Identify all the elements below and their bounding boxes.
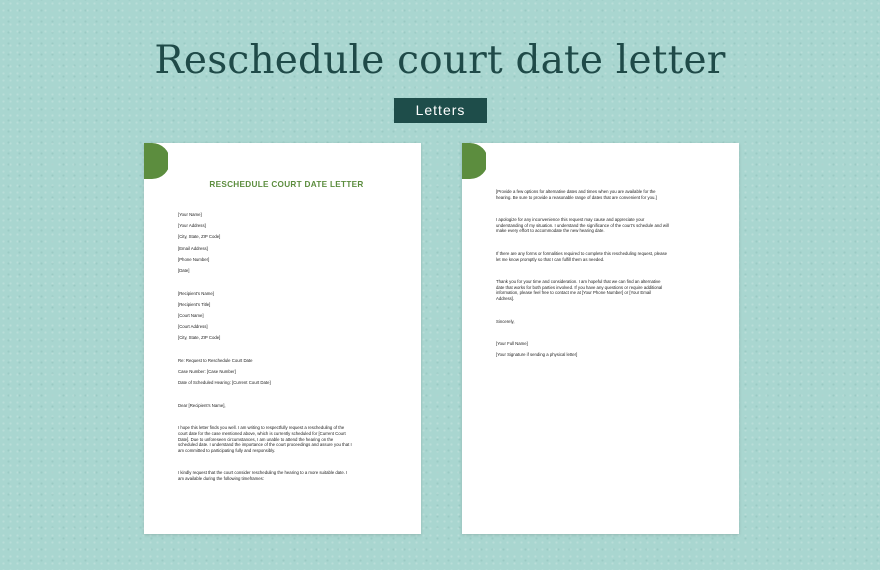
paragraph-line: am available during the following timeframes: bbox=[178, 476, 264, 481]
paragraph-line: Thank you for your time and consideration. I am hopeful that we can find an alternative bbox=[496, 279, 661, 285]
recipient-line: [Court Name] bbox=[178, 312, 204, 318]
reference-line: Re: Request to Reschedule Court Date bbox=[178, 357, 253, 363]
recipient-line: [City, State, ZIP Code] bbox=[178, 335, 221, 341]
sender-line: [City, State, ZIP Code] bbox=[178, 234, 221, 240]
salutation: Dear [Recipient's Name], bbox=[178, 402, 226, 408]
paragraph-line: I apologize for any inconvenience this request may cause and appreciate your bbox=[496, 217, 645, 223]
paragraph-line: I hope this letter finds you well. I am writing to respectfully request a rescheduling of the bbox=[178, 425, 345, 431]
paragraph-line: understanding of my situation. I understand the significance of the court's schedule and will bbox=[496, 222, 669, 228]
paragraph bbox=[496, 279, 716, 301]
paragraph bbox=[496, 189, 716, 200]
paragraph bbox=[496, 251, 716, 262]
paragraph-line: information, please feel free to contact me at [Your Phone Number] or [Your Email bbox=[496, 290, 652, 296]
reference-line: Case Number: [Case Number] bbox=[178, 369, 236, 375]
paragraph-line: date that works for both parties involved. If you have any questions or require additional bbox=[496, 284, 663, 290]
paragraph bbox=[178, 470, 396, 481]
letter-page-1 bbox=[144, 143, 421, 534]
paragraph-line: hearing. Be sure to provide a reasonable range of dates that are convenient for you.] bbox=[496, 194, 657, 200]
sender-line: [Phone Number] bbox=[178, 256, 210, 262]
paragraph-line: scheduled date. I understand the importance of the court proceedings and assure you that I bbox=[178, 442, 352, 448]
recipient-line: [Recipient's Name] bbox=[178, 290, 214, 296]
signature-line: [Your Signature if sending a physical letter] bbox=[496, 352, 578, 358]
letter-body-2 bbox=[496, 189, 716, 358]
sender-line: [Email Address] bbox=[178, 245, 208, 251]
recipient-line: [Recipient's Title] bbox=[178, 301, 211, 307]
category-badge[interactable]: Letters bbox=[394, 98, 487, 123]
paragraph-line: let me know promptly so that I can fulfill them as needed. bbox=[496, 256, 605, 262]
page-title: Reschedule court date letter bbox=[154, 38, 726, 83]
paragraph-line: [Provide a few options for alternative dates and times when you are available for the bbox=[496, 189, 656, 194]
recipient-line: [Court Address] bbox=[178, 324, 208, 330]
reference-line: Date of Scheduled Hearing: [Current Court Date] bbox=[178, 380, 271, 386]
paragraph-line: If there are any forms or formalities required to complete this rescheduling request, please bbox=[496, 250, 668, 256]
sender-line: [Your Name] bbox=[178, 212, 202, 217]
corner-leaf-icon bbox=[144, 143, 168, 179]
paragraph-line: Address]. bbox=[496, 295, 515, 301]
paragraph-line: Date]. Due to unforeseen circumstances, I am unable to attend the hearing on the bbox=[178, 436, 334, 442]
paragraph bbox=[496, 217, 716, 234]
corner-leaf-icon bbox=[462, 143, 486, 179]
paragraph-line: make every effort to accommodate the new hearing date. bbox=[496, 228, 605, 234]
letter-heading: RESCHEDULE COURT DATE LETTER bbox=[209, 180, 364, 189]
signature-line: [Your Full Name] bbox=[496, 341, 528, 347]
sender-line: [Your Address] bbox=[178, 223, 206, 229]
closing: Sincerely, bbox=[496, 318, 515, 324]
paragraph-line: court date for the case mentioned above, which is currently scheduled for [Current Court bbox=[178, 431, 346, 437]
paragraph-line: I kindly request that the court consider rescheduling the hearing to a more suitable date. I bbox=[178, 470, 348, 476]
sender-line: [Date] bbox=[178, 267, 190, 273]
paragraph-line: am committed to participating fully and responsibly. bbox=[178, 447, 276, 453]
letter-page-2 bbox=[462, 143, 739, 534]
paragraph bbox=[178, 425, 396, 453]
letter-body-1 bbox=[178, 212, 396, 482]
